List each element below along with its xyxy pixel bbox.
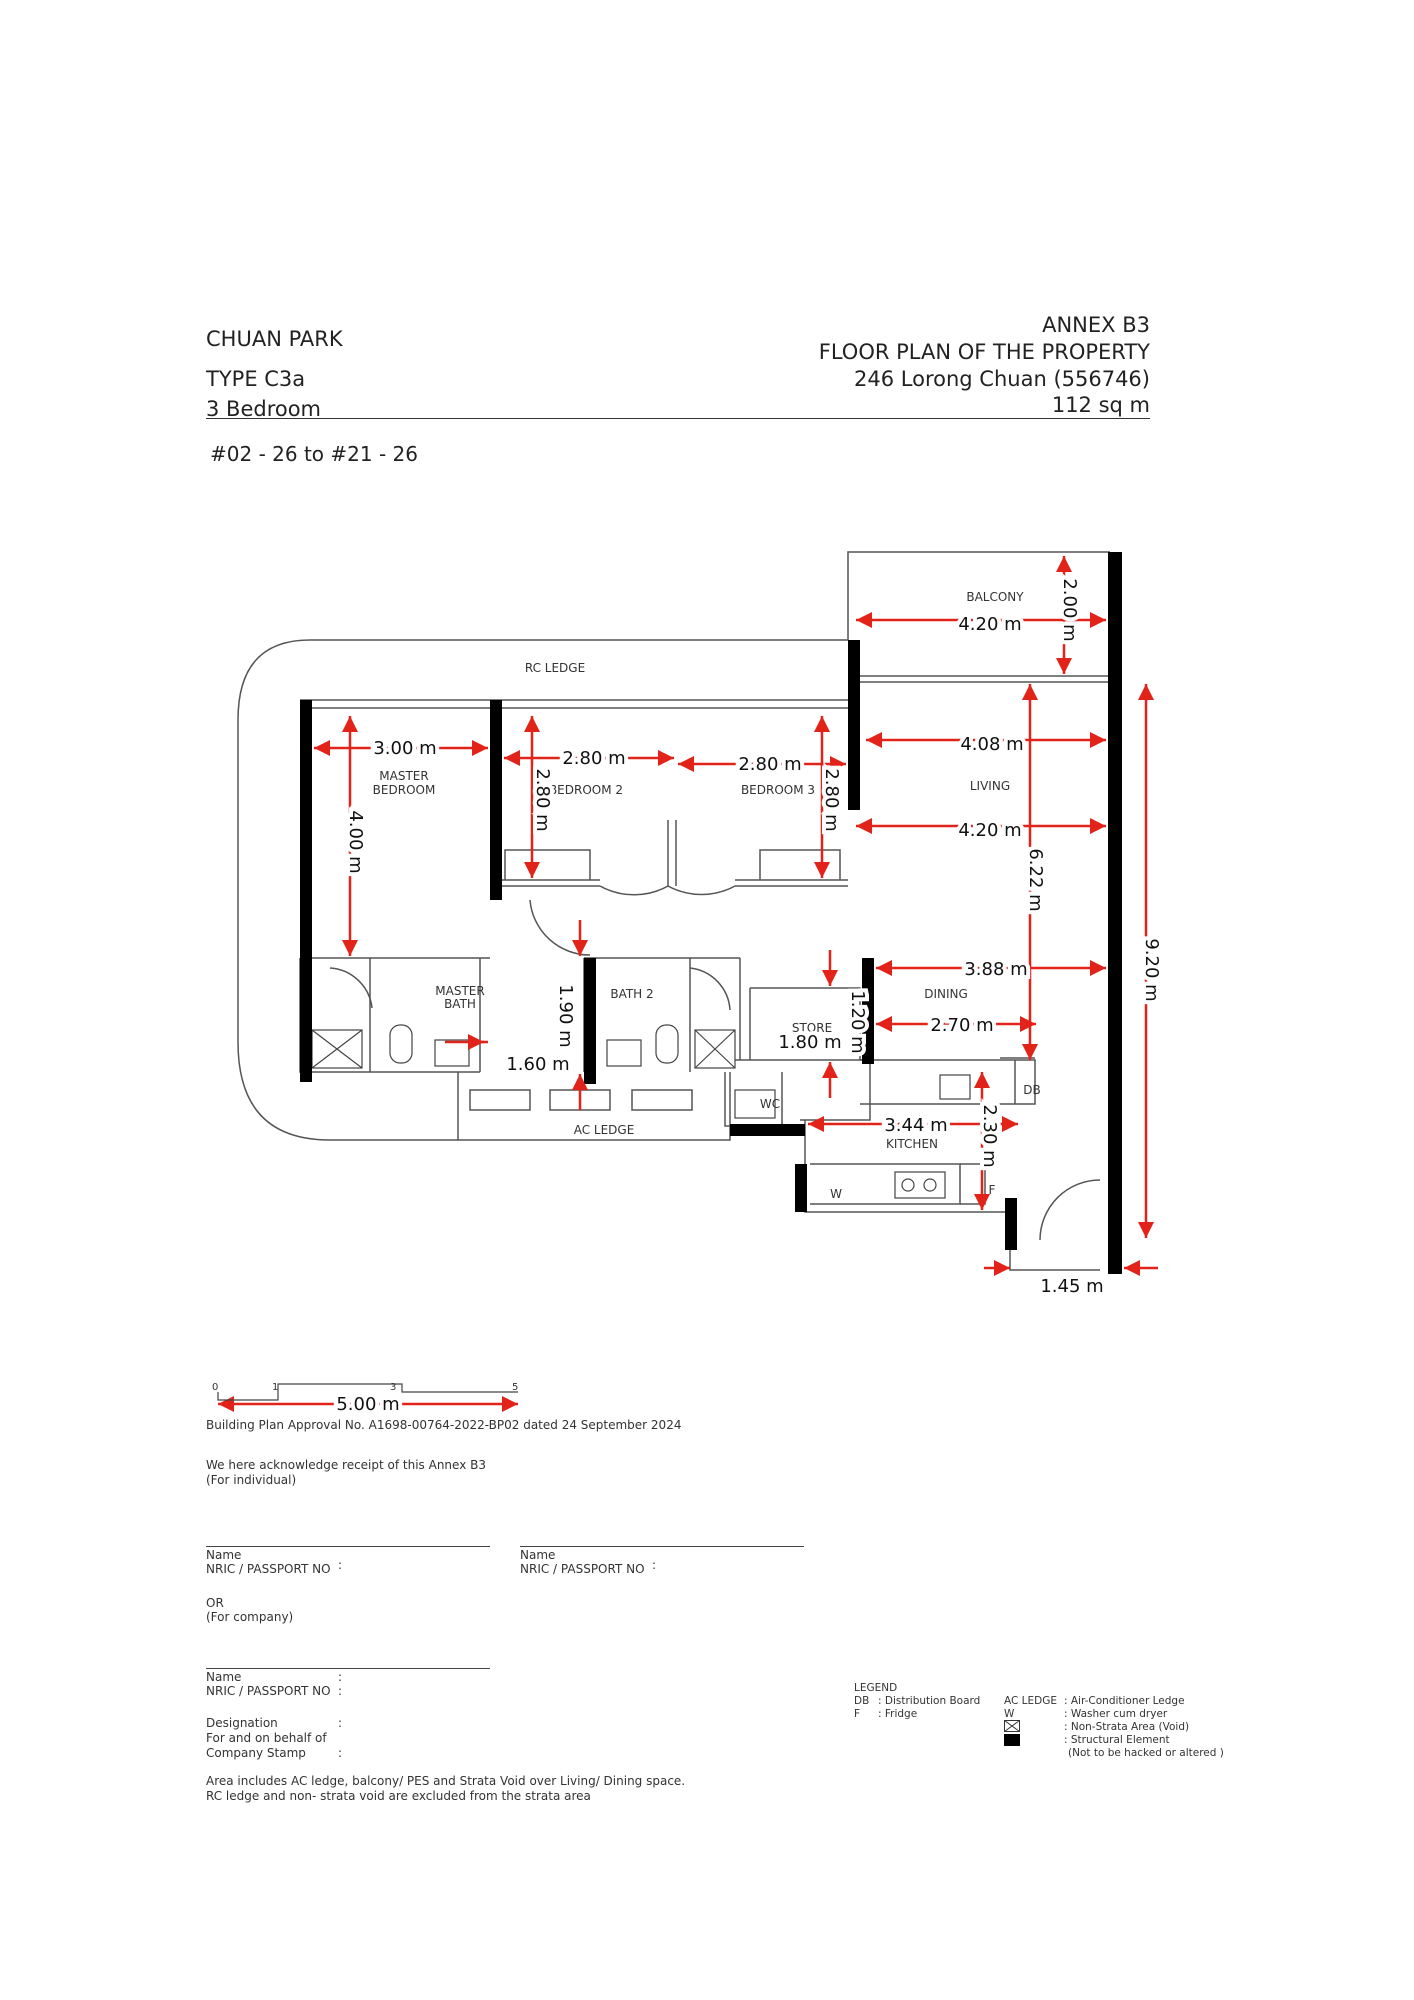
dim-living-depth: 6.22 m [1025,848,1046,912]
document-title: FLOOR PLAN OF THE PROPERTY [818,340,1150,364]
dim-bed3-depth: 2.80 m [821,768,842,832]
label-db: DB [1023,1083,1041,1097]
dim-master-width: 3.00 m [373,738,437,759]
dim-bed3-width: 2.80 m [738,754,802,775]
legend-void-val: : Non-Strata Area (Void) [1064,1721,1190,1733]
label-bath-2: BATH 2 [610,987,654,1001]
legend-ac-val: : Air-Conditioner Ledge [1064,1695,1185,1707]
name-label-2: Name [520,1548,556,1562]
dim-bed2-width: 2.80 m [562,748,626,769]
designation-label: Designation [206,1716,278,1730]
or-label: OR [206,1596,224,1610]
scale-tick-5: 5 [512,1382,519,1393]
dim-store-depth: 1.20 m [847,990,868,1054]
label-master-bedroom-a: MASTER [379,769,429,783]
label-rc-ledge: RC LEDGE [524,661,586,675]
legend-db-val: : Distribution Board [878,1695,981,1707]
void-icon [1004,1720,1020,1732]
nric-label-3: NRIC / PASSPORT NO [206,1684,331,1698]
dim-dining-width-2: 2.70 m [930,1015,994,1036]
name-label-1: Name [206,1548,242,1562]
colon-5: : [338,1716,343,1730]
colon-3: : [338,1670,343,1684]
dim-balcony-width: 4.20 m [958,614,1022,635]
dim-kitchen-depth: 2.30 m [979,1104,1000,1168]
dim-living-width-1: 4.08 m [960,734,1024,755]
project-name: CHUAN PARK [206,327,343,351]
legend-ac-key: AC LEDGE [1004,1695,1058,1707]
legend-struct-note: (Not to be hacked or altered ) [1068,1747,1224,1759]
note-line-1: Area includes AC ledge, balcony/ PES and Strata Void over Living/ Dining space. [206,1774,686,1788]
note-line-2: RC ledge and non- strata void are excluded from the strata area [206,1789,591,1803]
colon-2: : [652,1558,657,1572]
legend-struct-val: : Structural Element [1064,1734,1170,1746]
structural-element-icon [1004,1734,1020,1746]
ack-individual: (For individual) [206,1473,297,1487]
label-fridge: F [988,1183,996,1197]
label-ac-ledge: AC LEDGE [573,1123,635,1137]
dim-dining-width-1: 3.88 m [964,959,1028,980]
unit-area: 112 sq m [1051,393,1150,417]
colon-4: : [338,1684,343,1698]
signature-line-2[interactable] [520,1546,804,1547]
approval-number: Building Plan Approval No. A1698-00764-2022-BP02 dated 24 September 2024 [206,1418,682,1432]
legend-f-key: F [854,1708,861,1720]
dim-bed2-depth: 2.80 m [532,768,553,832]
label-master-bedroom-b: BEDROOM [372,783,436,797]
legend-w-key: W [1004,1708,1015,1720]
legend-f-val: : Fridge [878,1708,918,1720]
legend-w-val: : Washer cum dryer [1064,1708,1168,1720]
scale-tick-0: 0 [212,1382,219,1393]
dim-balcony-depth: 2.00 m [1059,578,1080,642]
annex-title: ANNEX B3 [1042,313,1150,337]
label-living: LIVING [969,779,1011,793]
name-label-3: Name [206,1670,242,1684]
colon-1: : [338,1558,343,1572]
company-label: (For company) [206,1610,294,1624]
unit-type: TYPE C3a [206,367,306,391]
behalf-label: For and on behalf of [206,1731,327,1745]
label-wc: WC [759,1097,781,1111]
address: 246 Lorong Chuan (556746) [854,367,1150,391]
label-master-bath-a: MASTER [435,984,485,998]
legend-title: LEGEND [854,1682,898,1694]
dim-corridor-depth: 1.90 m [555,984,576,1048]
legend-db-key: DB [854,1695,870,1707]
scale-label: 5.00 m [336,1394,400,1415]
label-dining: DINING [924,987,968,1001]
label-kitchen: KITCHEN [886,1137,938,1151]
dim-master-depth: 4.00 m [345,810,366,874]
label-washer: W [830,1187,842,1201]
scale-tick-3: 3 [390,1382,397,1393]
label-bedroom-2: BEDROOM 2 [548,783,624,797]
scale-tick-1: 1 [272,1382,279,1393]
dim-total-depth: 9.20 m [1141,938,1162,1002]
label-store: STORE [791,1021,833,1035]
label-bedroom-3: BEDROOM 3 [740,783,816,797]
dim-corridor-width: 1.60 m [506,1054,570,1075]
nric-label-2: NRIC / PASSPORT NO [520,1562,645,1576]
nric-label-1: NRIC / PASSPORT NO [206,1562,331,1576]
dim-living-width-2: 4.20 m [958,820,1022,841]
dim-store-width: 1.80 m [778,1032,842,1053]
colon-6: : [338,1746,343,1760]
label-balcony: BALCONY [966,590,1024,604]
unit-numbers: #02 - 26 to #21 - 26 [210,442,418,466]
ack-text: We here acknowledge receipt of this Annex B3 [206,1458,486,1472]
signature-line-1[interactable] [206,1546,490,1547]
signature-line-company[interactable] [206,1668,490,1669]
label-master-bath-b: BATH [444,997,476,1011]
dim-kitchen-width: 3.44 m [884,1115,948,1136]
stamp-label: Company Stamp [206,1746,306,1760]
bedroom-count: 3 Bedroom [206,397,322,421]
scale-bar [212,1382,518,1415]
dim-entry-width: 1.45 m [1040,1276,1104,1297]
